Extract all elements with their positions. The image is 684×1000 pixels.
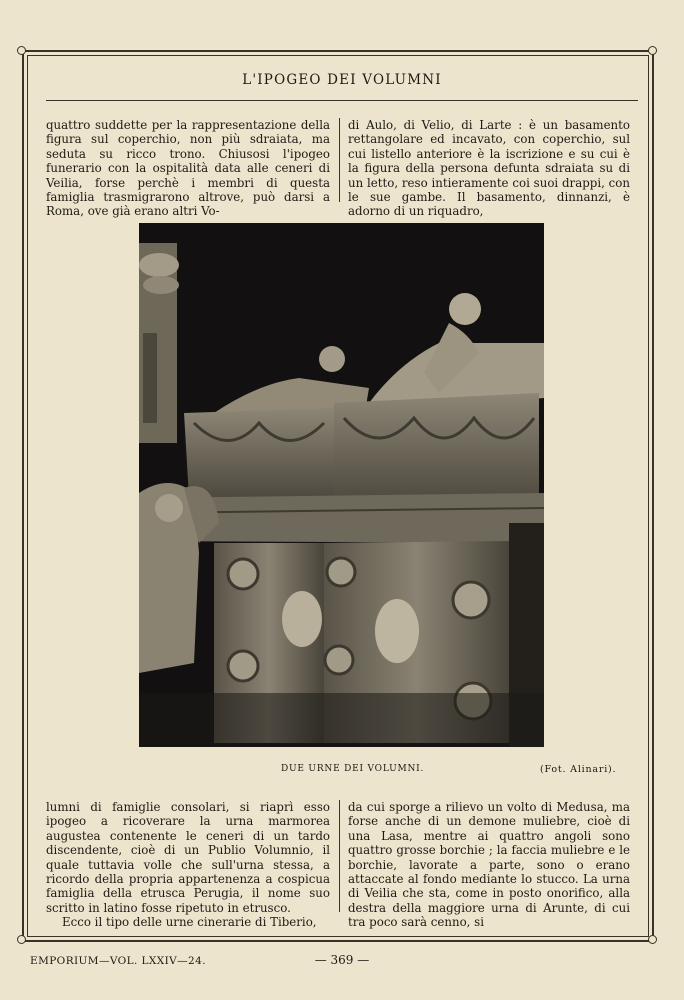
column-divider xyxy=(339,118,340,202)
bottom-left-column xyxy=(46,800,330,930)
figure-caption: DUE URNE DEI VOLUMNI. xyxy=(281,764,425,774)
top-left-column: quattro suddette per la rappresentazione della figura sul coperchio, non più sdraiata, ma seduta su ricco trono. Chiusosi l'ipogeo funerario con la ospitalità data alle ceneri di Veilia, forse perchè i membri di questa famiglia trasmigrarono altrove, può darsi a Roma, ove già erano altri Vo- xyxy=(46,118,330,219)
frame-corner-ornament xyxy=(17,935,26,944)
bottom-left-paragraph-2: Ecco il tipo delle urne cinerarie di Tiberio, xyxy=(62,915,317,930)
journal-reference: EMPORIUM—VOL. LXXIV—24. xyxy=(30,955,206,967)
column-divider xyxy=(339,800,340,912)
bottom-right-column: da cui sporge a rilievo un volto di Medusa, ma forse anche di un demone muliebre, cioè di una Lasa, mentre ai quattro angoli sono quattro grosse borchie ; la faccia muliebre e le borchie, lavorate a parte, sono o erano attaccate al fondo mediante lo stucco. La urna di Veilia che sta, come in posto onorifico, alla destra della maggiore urna di Arunte, di cui tra poco sarà cenno, si xyxy=(348,800,630,930)
photograph-two-urns xyxy=(139,223,544,747)
header-rule xyxy=(46,100,638,101)
bottom-left-paragraph-1: lumni di famiglie consolari, si riaprì esso ipogeo a ricoverare la urna marmorea augustea contenente le ceneri di un tardo discendente, cioè di un Publio Volumnio, il quale tuttavia volle che sull'urna stessa, a ricordo della propria appartenenza a cospicua famiglia della etrusca Perugia, il nome suo scritto in latino fosse ripetuto in etrusco. xyxy=(46,800,330,915)
top-right-column: di Aulo, di Velio, di Larte : è un basamento rettangolare ed incavato, con coperchio, sul cui listello anteriore è la iscrizione e su cui è la figura della persona defunta sdraiata su di un letto, reso intieramente coi suoi drappi, con le sue gambe. Il basamento, dinnanzi, è adorno di un riquadro, xyxy=(348,118,630,219)
page-number: — 369 — xyxy=(314,953,370,967)
running-title: L'IPOGEO DEI VOLUMNI xyxy=(242,72,442,88)
photo-credit: (Fot. Alinari). xyxy=(540,764,617,775)
frame-corner-ornament xyxy=(648,46,657,55)
frame-corner-ornament xyxy=(17,46,26,55)
frame-corner-ornament xyxy=(648,935,657,944)
